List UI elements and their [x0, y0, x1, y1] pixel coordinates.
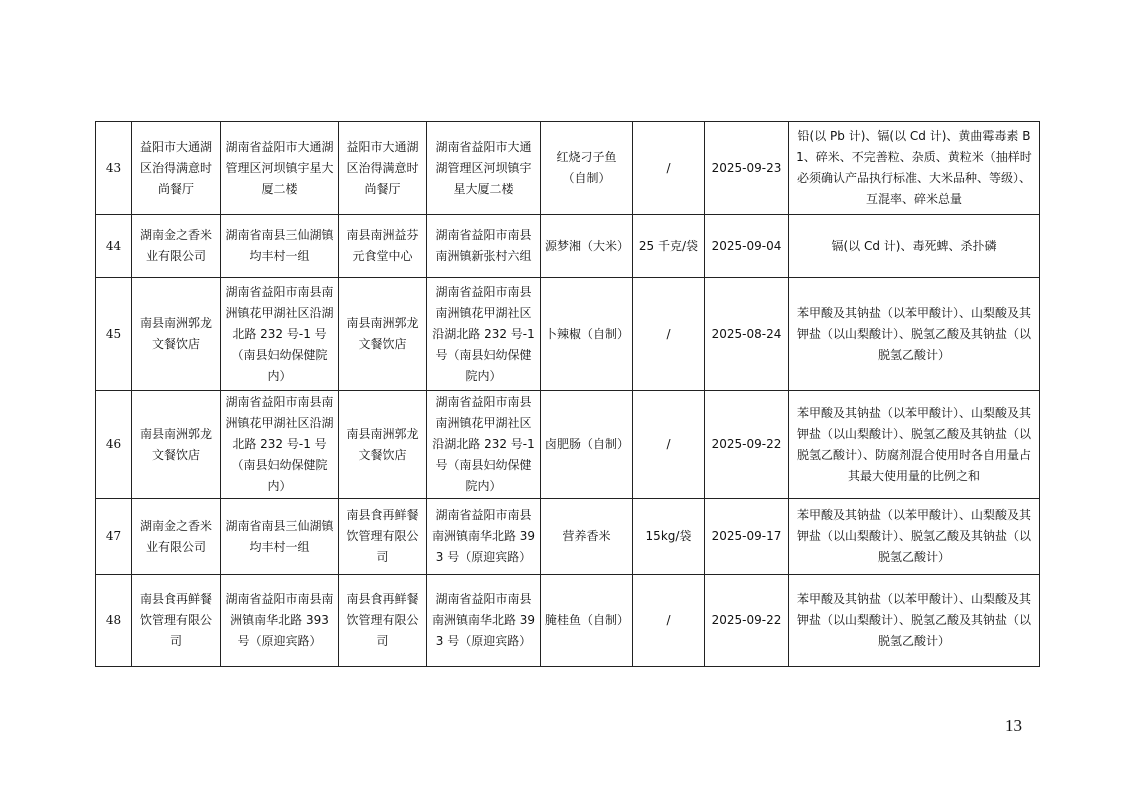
sampled-unit: 南县食再鲜餐饮管理有限公司 — [339, 575, 427, 667]
test-items: 铅(以 Pb 计)、镉(以 Cd 计)、黄曲霉毒素 B1、碎米、不完善粒、杂质、黄粒米（抽样时必须确认产品执行标准、大米品种、等级）、互混率、碎米总量 — [789, 122, 1040, 215]
test-items: 苯甲酸及其钠盐（以苯甲酸计）、山梨酸及其钾盐（以山梨酸计）、脱氢乙酸及其钠盐（以脱氢乙酸计） — [789, 499, 1040, 575]
food-name: 腌桂鱼（自制） — [541, 575, 633, 667]
sampled-unit-address: 湖南省益阳市南县南洲镇新张村六组 — [427, 215, 541, 278]
sampled-unit-address: 湖南省益阳市南县南洲镇南华北路 393 号（原迎宾路） — [427, 499, 541, 575]
sampled-unit: 南县南洲益芬元食堂中心 — [339, 215, 427, 278]
page-number: 13 — [1005, 716, 1022, 735]
production-date: 2025-09-04 — [705, 215, 789, 278]
food-name: 卜辣椒（自制） — [541, 278, 633, 391]
production-date: 2025-09-22 — [705, 391, 789, 499]
test-items: 苯甲酸及其钠盐（以苯甲酸计）、山梨酸及其钾盐（以山梨酸计）、脱氢乙酸及其钠盐（以脱氢乙酸计） — [789, 278, 1040, 391]
production-date: 2025-09-17 — [705, 499, 789, 575]
producer-name: 南县食再鲜餐饮管理有限公司 — [132, 575, 221, 667]
row-number: 48 — [96, 575, 132, 667]
spec: 15kg/袋 — [633, 499, 705, 575]
producer-name: 湖南金之香米业有限公司 — [132, 499, 221, 575]
row-number: 46 — [96, 391, 132, 499]
table-row — [96, 391, 1040, 499]
sampled-unit-address: 湖南省益阳市南县南洲镇南华北路 393 号（原迎宾路） — [427, 575, 541, 667]
producer-name: 益阳市大通湖区治得满意时尚餐厅 — [132, 122, 221, 215]
sampled-unit: 益阳市大通湖区治得满意时尚餐厅 — [339, 122, 427, 215]
spec: 25 千克/袋 — [633, 215, 705, 278]
food-name: 营养香米 — [541, 499, 633, 575]
row-number: 43 — [96, 122, 132, 215]
inspection-table — [95, 121, 1040, 667]
spec: / — [633, 278, 705, 391]
producer-address: 湖南省益阳市南县南洲镇花甲湖社区沿湖北路 232 号-1 号（南县妇幼保健院内） — [221, 278, 339, 391]
sampled-unit: 南县南洲郭龙文餐饮店 — [339, 391, 427, 499]
spec: / — [633, 122, 705, 215]
producer-name: 南县南洲郭龙文餐饮店 — [132, 391, 221, 499]
food-name: 红烧刁子鱼（自制） — [541, 122, 633, 215]
producer-name: 湖南金之香米业有限公司 — [132, 215, 221, 278]
table-row — [96, 499, 1040, 575]
producer-address: 湖南省南县三仙湖镇均丰村一组 — [221, 215, 339, 278]
row-number: 44 — [96, 215, 132, 278]
row-number: 47 — [96, 499, 132, 575]
sampled-unit-address: 湖南省益阳市大通湖管理区河坝镇宇星大厦二楼 — [427, 122, 541, 215]
sampled-unit: 南县南洲郭龙文餐饮店 — [339, 278, 427, 391]
producer-address: 湖南省益阳市南县南洲镇花甲湖社区沿湖北路 232 号-1 号（南县妇幼保健院内） — [221, 391, 339, 499]
producer-address: 湖南省益阳市南县南洲镇南华北路 393 号（原迎宾路） — [221, 575, 339, 667]
spec: / — [633, 391, 705, 499]
table-row — [96, 122, 1040, 215]
sampled-unit-address: 湖南省益阳市南县南洲镇花甲湖社区沿湖北路 232 号-1 号（南县妇幼保健院内） — [427, 391, 541, 499]
spec: / — [633, 575, 705, 667]
test-items: 苯甲酸及其钠盐（以苯甲酸计）、山梨酸及其钾盐（以山梨酸计）、脱氢乙酸及其钠盐（以脱氢乙酸计） — [789, 575, 1040, 667]
producer-address: 湖南省益阳市大通湖管理区河坝镇宇星大厦二楼 — [221, 122, 339, 215]
row-number: 45 — [96, 278, 132, 391]
table-row — [96, 278, 1040, 391]
test-items: 苯甲酸及其钠盐（以苯甲酸计）、山梨酸及其钾盐（以山梨酸计）、脱氢乙酸及其钠盐（以脱氢乙酸计）、防腐剂混合使用时各自用量占其最大使用量的比例之和 — [789, 391, 1040, 499]
producer-address: 湖南省南县三仙湖镇均丰村一组 — [221, 499, 339, 575]
test-items: 镉(以 Cd 计)、毒死蜱、杀扑磷 — [789, 215, 1040, 278]
food-name: 源梦湘（大米） — [541, 215, 633, 278]
producer-name: 南县南洲郭龙文餐饮店 — [132, 278, 221, 391]
food-name: 卤肥肠（自制） — [541, 391, 633, 499]
sampled-unit: 南县食再鲜餐饮管理有限公司 — [339, 499, 427, 575]
sampled-unit-address: 湖南省益阳市南县南洲镇花甲湖社区沿湖北路 232 号-1 号（南县妇幼保健院内） — [427, 278, 541, 391]
table-row — [96, 575, 1040, 667]
production-date: 2025-09-23 — [705, 122, 789, 215]
production-date: 2025-08-24 — [705, 278, 789, 391]
table-row — [96, 215, 1040, 278]
production-date: 2025-09-22 — [705, 575, 789, 667]
